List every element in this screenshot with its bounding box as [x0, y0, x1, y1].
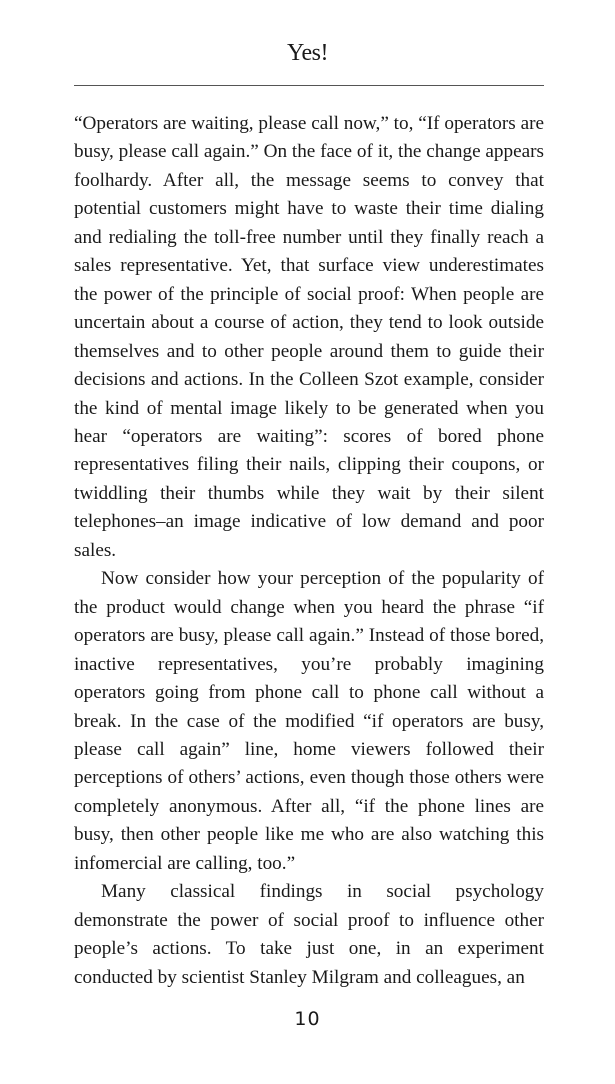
body-text [74, 110, 544, 992]
paragraph: Many classical findings in social psychology demonstrate the power of social proof to influence other people’s actions. To take just one, in an experiment conducted by scientist Stanley Milgram and colleagues, an [74, 881, 544, 988]
paragraph: Now consider how your perception of the popularity of the product would change when you heard the phrase “if operators are busy, please call again.” Instead of those bored, inactive representatives, you’re probably imagining operators going from phone call to phone call without a break. In the case of the modified “if operators are busy, please call again” line, home viewers followed their perceptions of others’ actions, even though those others were completely anonymous. After all, “if the phone lines are busy, then other people like me who are also watching this infomercial are calling, too.” [74, 568, 544, 874]
page-number: 10 [294, 1008, 321, 1030]
paragraph: “Operators are waiting, please call now,” to, “If operators are busy, please call again.” On the face of it, the change appears foolhardy. After all, the message seems to convey that potential customers might have to waste their time dialing and redialing the toll-free number until they finally reach a sales representative. Yet, that surface view underestimates the power of the principle of social proof: When people are uncertain about a course of action, they tend to look outside themselves and to other people around them to guide their decisions and actions. In the Colleen Szot example, consider the kind of mental image likely to be generated when you hear “operators are waiting”: scores of bored phone representatives filing their nails, clipping their coupons, or twiddling their thumbs while they wait by their silent telephones–an image indicative of low demand and poor sales. [74, 113, 544, 561]
header-rule [74, 85, 544, 86]
running-head-title: Yes! [287, 40, 328, 66]
